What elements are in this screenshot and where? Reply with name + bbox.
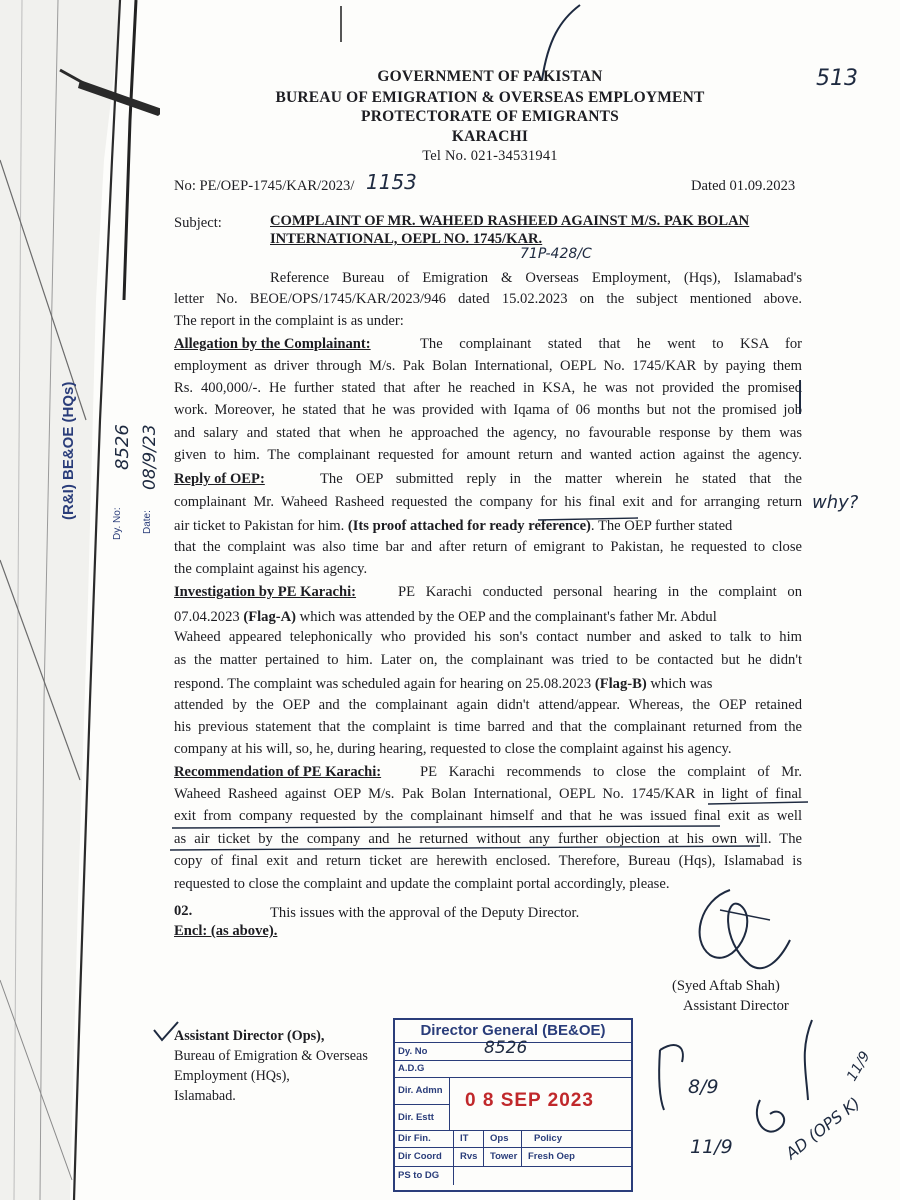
allegation-line: and salary and stated that when he approached the agency, no favourable response by them was — [174, 425, 802, 441]
addressee-line-2: Bureau of Emigration & Overseas — [174, 1048, 368, 1064]
recommendation-line: copy of final exit and return ticket are herewith enclosed. Therefore, Bureau (Hqs), Islamabad is — [174, 853, 802, 869]
signature-scribble — [680, 880, 800, 990]
reply-line: that the complaint was also time bar and after return of emigrant to Pakistan, he requested to close — [174, 539, 802, 555]
dg-stamp-row: Dir Coord Rvs Tower Fresh Oep — [395, 1148, 631, 1167]
margin-note-why: why? — [812, 492, 859, 513]
allegation-line: work. Moreover, he stated that he was provided with Iqama of 06 months but not the promised job — [174, 402, 802, 418]
dg-stamp-dy-value: 8526 — [484, 1038, 528, 1058]
subject-line-1: COMPLAINT OF MR. WAHEED RASHEED AGAINST M/S. PAK BOLAN — [270, 213, 750, 229]
reply-line-3: air ticket to Pakistan for him. (Its proof attached for ready reference). The OEP further stated — [174, 518, 733, 534]
receipt-stamp-dy-value: 8526 — [112, 424, 133, 470]
header-city: KARACHI — [451, 128, 529, 145]
handwritten-date-a: 8/9 — [688, 1076, 719, 1098]
addressee-line-3: Employment (HQs), — [174, 1068, 290, 1084]
investigation-line: as the matter pertained to him. Later on, the complainant was tried to be contacted but he didn't — [174, 652, 802, 668]
reply-line: the complaint against his agency. — [174, 561, 368, 577]
header-protectorate: PROTECTORATE OF EMIGRANTS — [361, 108, 619, 125]
handwritten-date-d: 11/9 — [844, 1048, 874, 1084]
investigation-line-first: PE Karachi conducted personal hearing in the complaint on — [398, 584, 802, 600]
investigation-line: attended by the OEP and the complainant again didn't attend/appear. Whereas, the OEP retained — [174, 697, 802, 713]
handwritten-letter-number: 1153 — [366, 170, 417, 194]
investigation-line: company at his will, so, he, during hearing, requested to close the complaint against his agency. — [174, 741, 732, 757]
subject-line-2: INTERNATIONAL, OEPL NO. 1745/KAR. — [270, 231, 543, 247]
header-government: GOVERNMENT OF PAKISTAN — [377, 68, 603, 85]
recommendation-line-first: PE Karachi recommends to close the complaint of Mr. — [420, 764, 802, 780]
handwritten-ad-note: AD (OPS K) — [782, 1093, 864, 1163]
dg-stamp-row: PS to DG — [398, 1170, 440, 1181]
enclosure-note: Encl: (as above). — [174, 923, 278, 939]
intro-line-2: letter No. BEOE/OPS/1745/KAR/2023/946 dated 15.02.2023 on the subject mentioned above. — [174, 291, 802, 307]
investigation-line-2: 07.04.2023 (Flag-A) which was attended by the OEP and the complainant's father Mr. Abdul — [174, 609, 717, 625]
receipt-stamp-title: (R&I) BE&OE (HQs) — [60, 381, 77, 520]
paragraph-02-number: 02. — [174, 903, 193, 919]
allegation-line: Rs. 400,000/-. He further stated that after he reached in KSA, he was not provided the promised — [174, 380, 802, 396]
reply-line-first: The OEP submitted reply in the matter wherein he stated that the — [320, 471, 802, 487]
header-bureau: BUREAU OF EMIGRATION & OVERSEAS EMPLOYMENT — [275, 89, 705, 106]
handwritten-date-b: 11/9 — [690, 1136, 733, 1158]
dg-stamp-title: Director General (BE&OE) — [395, 1020, 631, 1043]
addressee-line-4: Islamabad. — [174, 1088, 236, 1104]
recommendation-heading: Recommendation of PE Karachi: — [174, 764, 382, 780]
receipt-stamp-dy-label: Dy. No: — [112, 507, 123, 540]
recommendation-line: as air ticket by the company and he returned without any further objection at his own will. The — [174, 831, 802, 847]
dg-stamp-row: Dy. No 8526 — [395, 1044, 631, 1061]
allegation-line: given to him. The complainant requested for amount return and wanted action against the agency. — [174, 447, 802, 463]
receipt-stamp-date-label: Date: — [142, 510, 153, 534]
header-telephone: Tel No. 021-34531941 — [422, 148, 558, 164]
signatory-name: (Syed Aftab Shah) — [672, 978, 780, 994]
allegation-line: employment as driver through M/s. Pak Bolan International, OEPL No. 1745/KAR by paying them — [174, 358, 802, 374]
investigation-heading: Investigation by PE Karachi: — [174, 584, 357, 600]
folder-binding-edge — [0, 0, 160, 1200]
letter-number: No: PE/OEP-1745/KAR/2023/ — [174, 178, 355, 194]
intro-line-3: The report in the complaint is as under: — [174, 313, 404, 329]
recommendation-line: exit from company requested by the complainant himself and that he was issued final exit as well — [174, 808, 802, 824]
reply-line: complainant Mr. Waheed Rasheed requested the company for his final exit and for arranging return — [174, 494, 802, 510]
addressee-line-1: Assistant Director (Ops), — [174, 1028, 325, 1044]
director-general-stamp — [393, 1018, 633, 1192]
investigation-line: his previous statement that the complaint is time barred and that the complainant returned from the — [174, 719, 802, 735]
allegation-line-first: The complainant stated that he went to KSA for — [420, 336, 802, 352]
dg-stamp-row: Dir Fin. IT Ops Policy — [395, 1131, 631, 1148]
hand-underlines — [160, 0, 820, 900]
receipt-stamp-date-value: 08/9/23 — [140, 424, 160, 490]
intro-line-1: Reference Bureau of Emigration & Overseas Employment, (Hqs), Islamabad's — [270, 270, 802, 286]
paragraph-02-text: This issues with the approval of the Deputy Director. — [270, 905, 580, 921]
subject-label: Subject: — [174, 215, 222, 231]
reply-heading: Reply of OEP: — [174, 471, 265, 487]
receipt-stamp — [60, 382, 77, 520]
corner-note: 513 — [816, 66, 858, 91]
dg-stamp-date: 0 8 SEP 2023 — [465, 1090, 594, 1111]
investigation-line-5: respond. The complaint was scheduled again for hearing on 25.08.2023 (Flag-B) which was — [174, 676, 713, 692]
dg-stamp-row: A.D.G — [395, 1061, 631, 1078]
investigation-line: Waheed appeared telephonically who provided his son's contact number and asked to talk to him — [174, 629, 802, 645]
allegation-heading: Allegation by the Complainant: — [174, 336, 371, 352]
signatory-designation: Assistant Director — [683, 998, 789, 1014]
recommendation-line: requested to close the complaint and update the complaint portal accordingly, please. — [174, 876, 670, 892]
letter-date: Dated 01.09.2023 — [691, 178, 796, 194]
handwritten-reference: 71P-428/C — [520, 246, 592, 262]
dg-stamp-left-col: Dir. Admn Dir. Estt — [395, 1078, 450, 1130]
recommendation-line: Waheed Rasheed against OEP M/s. Pak Bolan International, OEPL No. 1745/KAR in light of final — [174, 786, 802, 802]
